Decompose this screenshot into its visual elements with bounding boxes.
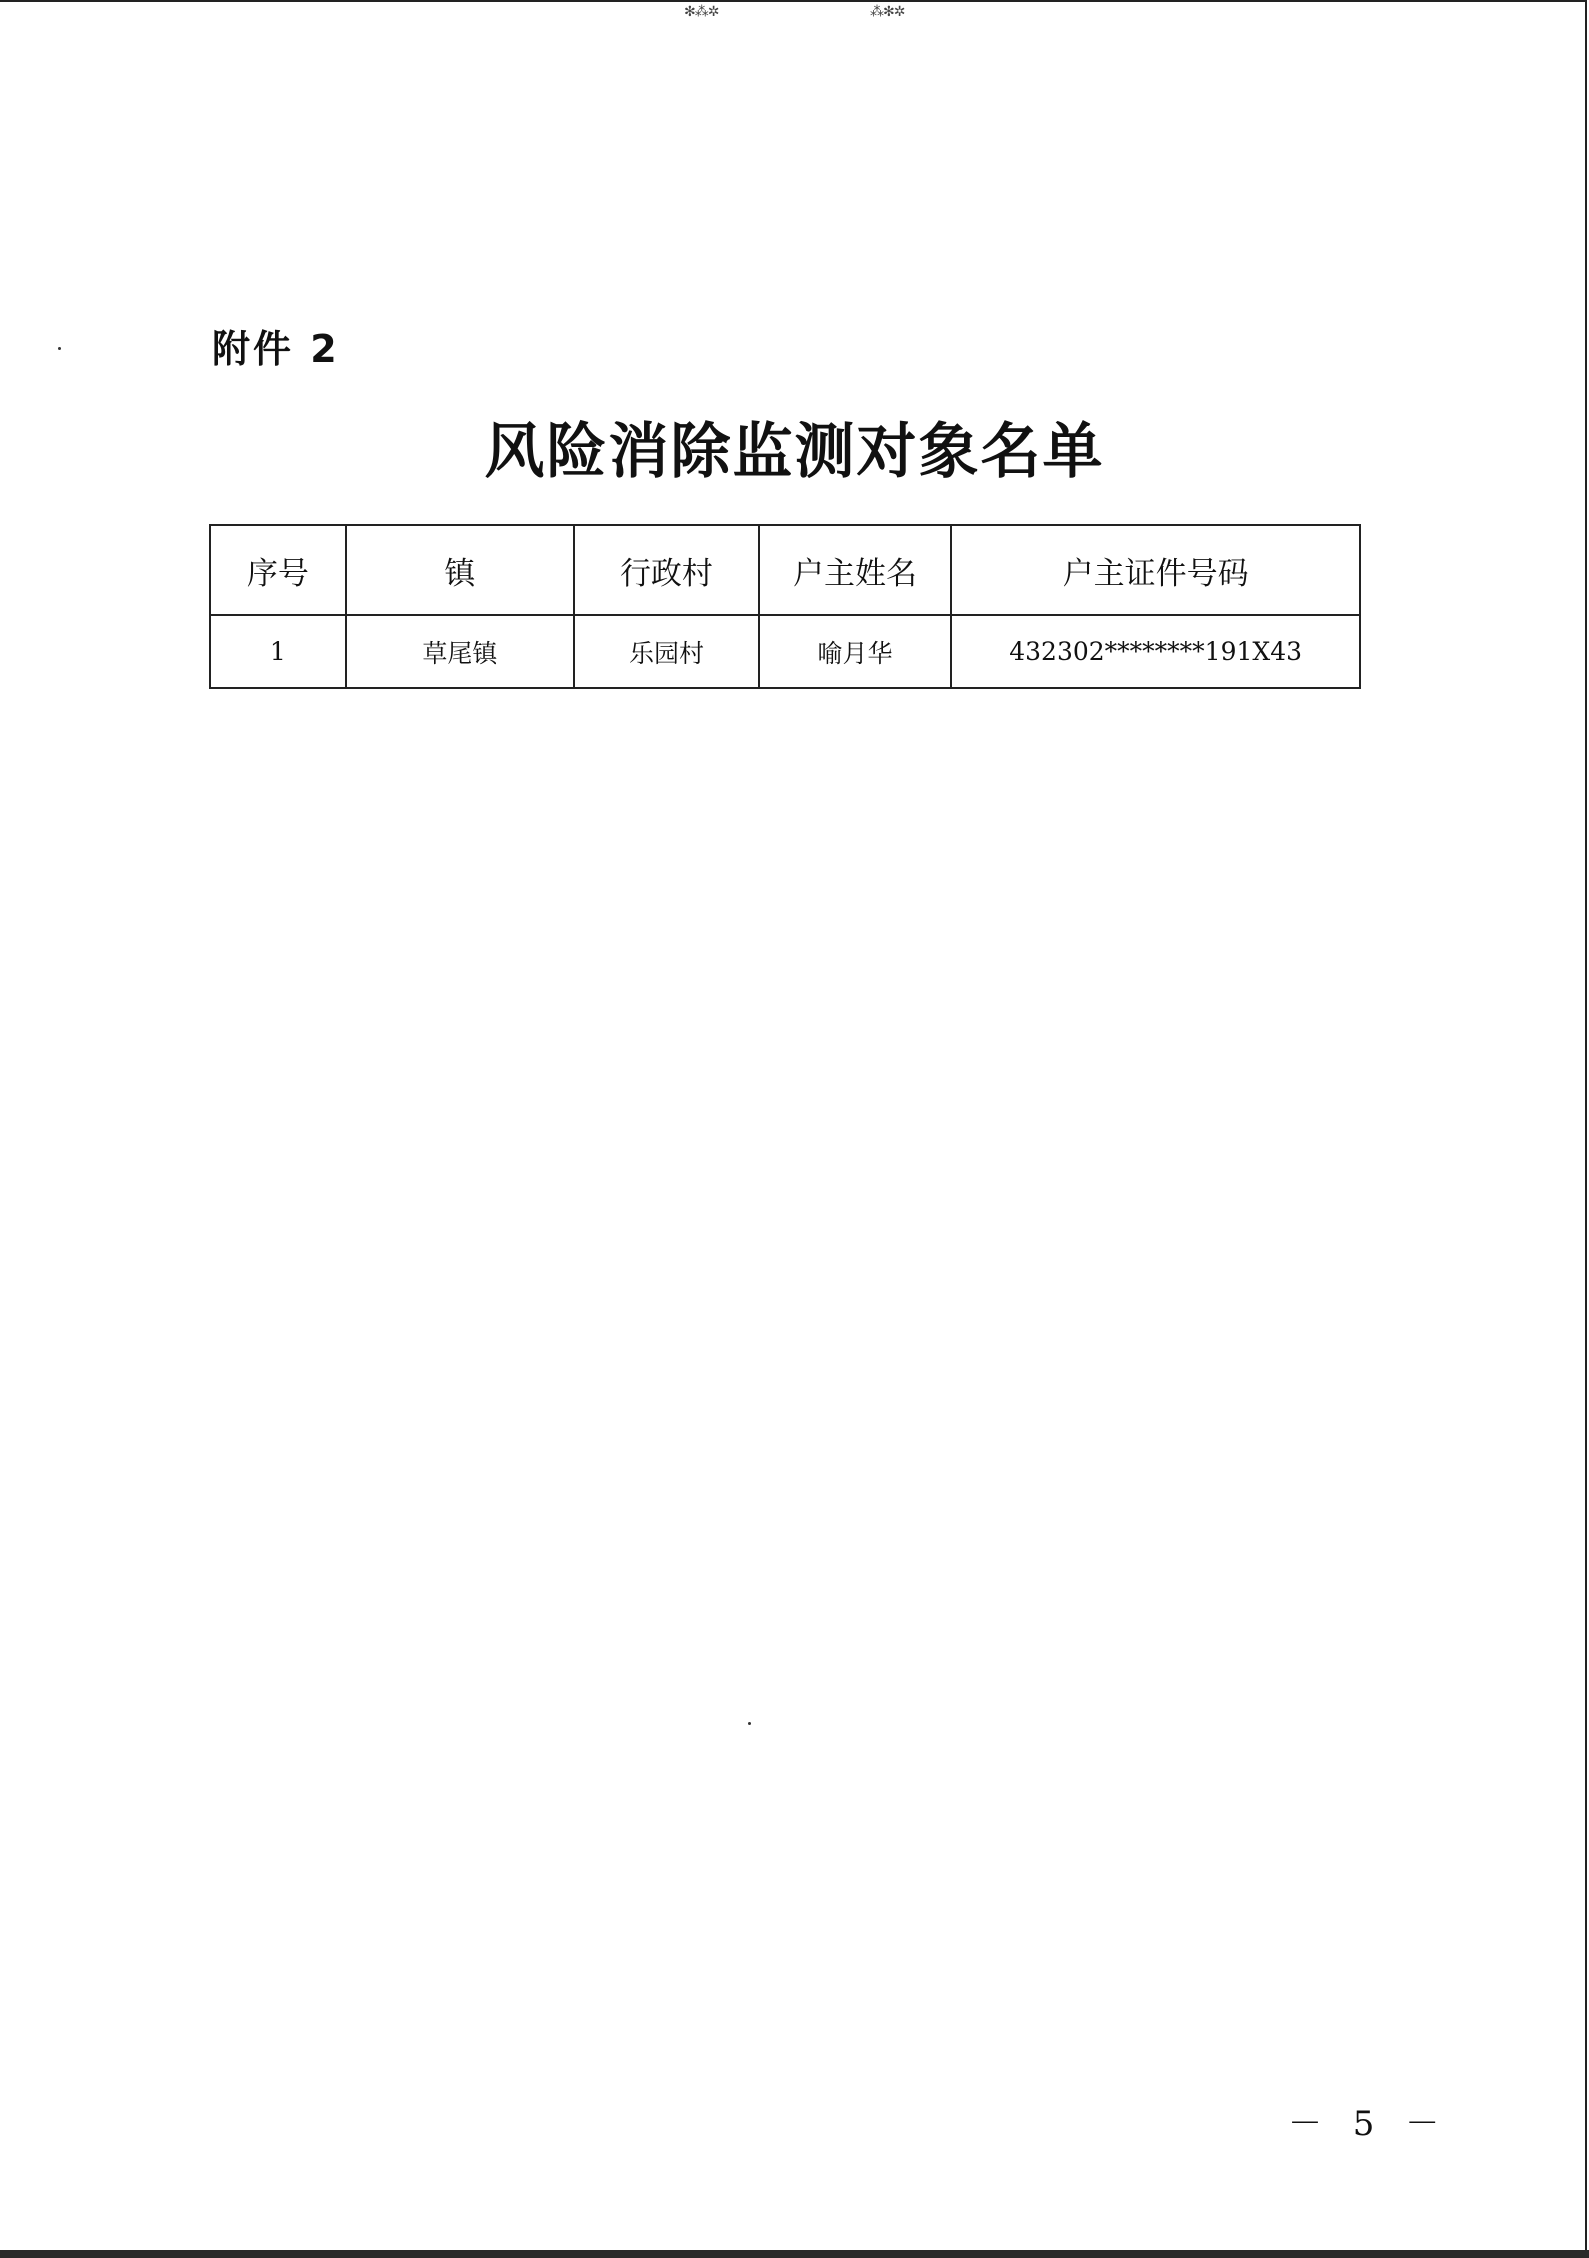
document-title: 风险消除监测对象名单: [484, 417, 1105, 487]
column-header-householder-name: 户主姓名: [759, 525, 952, 615]
cell-serial: 1: [210, 615, 346, 688]
column-header-id-number: 户主证件号码: [951, 525, 1360, 615]
cell-householder-name: 喻月华: [759, 615, 952, 688]
cell-id-number: 432302********191X43: [951, 615, 1360, 688]
scan-artifact: ⁂✻✲: [870, 4, 905, 20]
page-number: － 5 －: [1288, 2104, 1450, 2144]
scan-artifact: ✻⁂✲: [684, 4, 719, 20]
cell-village: 乐园村: [574, 615, 759, 688]
scan-speck: [748, 1722, 751, 1725]
column-header-serial: 序号: [210, 525, 346, 615]
scan-speck: [58, 347, 61, 350]
column-header-town: 镇: [346, 525, 574, 615]
page-bottom-edge: [0, 2250, 1589, 2258]
column-header-village: 行政村: [574, 525, 759, 615]
attachment-label: 附件 2: [212, 327, 340, 371]
monitoring-roster-table: [209, 524, 1361, 689]
table-row: [210, 615, 1360, 688]
cell-town: 草尾镇: [346, 615, 574, 688]
table-header-row: [210, 525, 1360, 615]
